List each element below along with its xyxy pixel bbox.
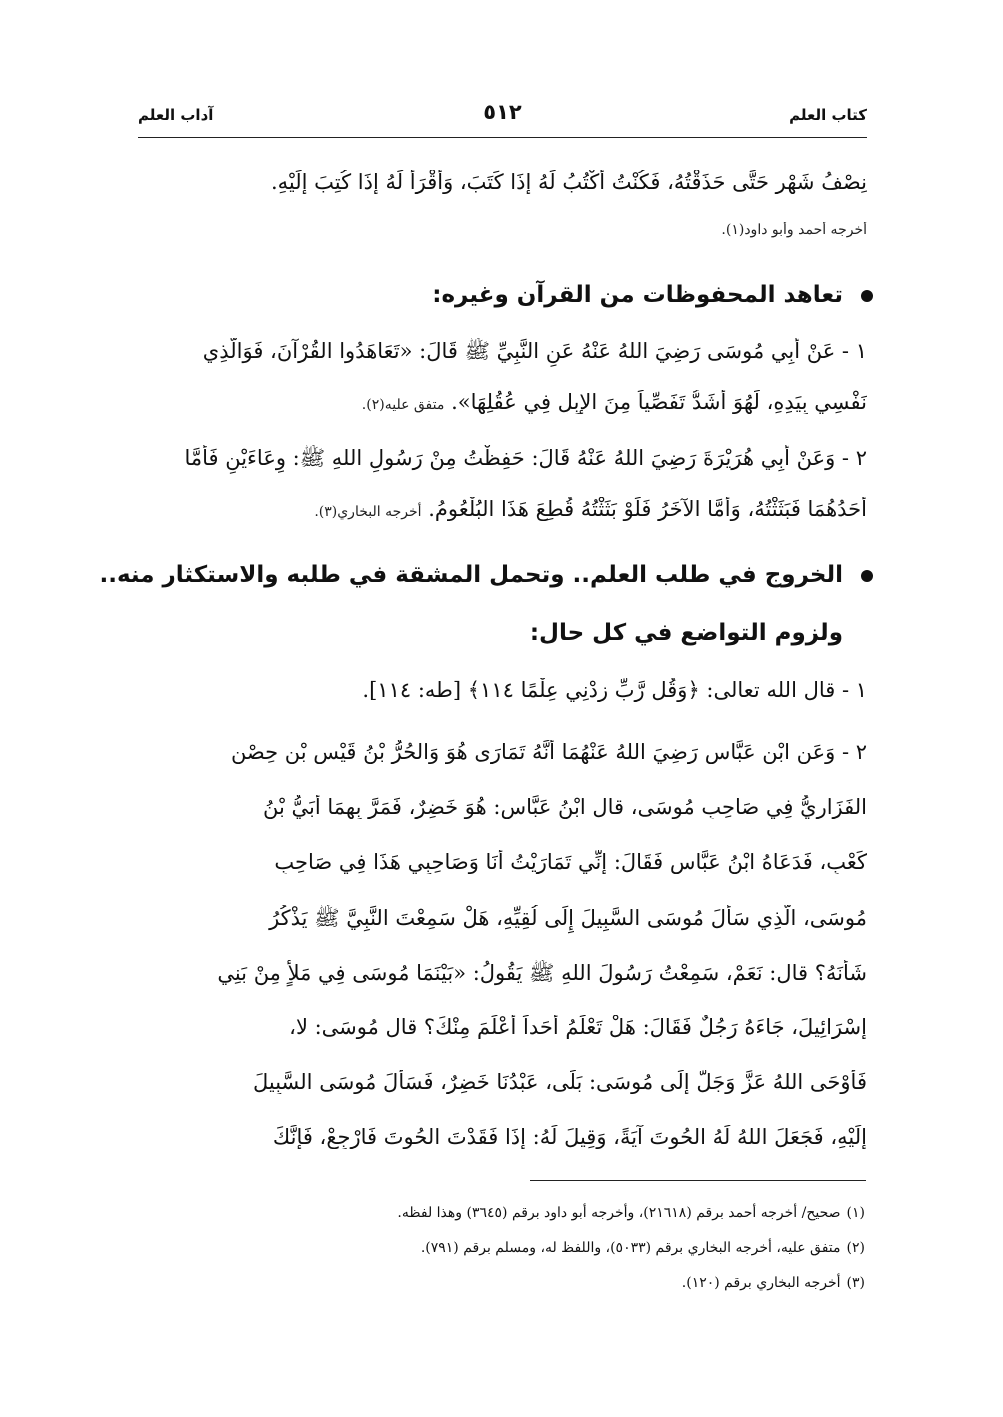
section-heading-2-line-2: ولزوم التواضع في كل حال: — [529, 620, 843, 646]
bullet-icon — [861, 290, 873, 302]
footnote-number: (٢) — [846, 1240, 865, 1256]
hadith-3-line: إِلَيْهِ، فَجَعَلَ اللهُ لَهُ الحُوتَ آيَةً، وَقِيلَ لَهُ: إِذَا فَقَدْتَ الحُوتَ فَارْجِعْ، فَإِنَّكَ — [272, 1125, 867, 1149]
page-number: ٥١٢ — [483, 100, 522, 124]
hadith-3-line: فَأَوْحَى اللهُ عَزَّ وَجَلَّ إِلَى مُوسَى: بَلَى، عَبْدُنَا خَضِرٌ، فَسَأَلَ مُوسَى السَّبِيلَ — [252, 1070, 867, 1094]
hadith-1-line-1: ١ - عَنْ أَبِي مُوسَى رَضِيَ اللهُ عَنْهُ عَنِ النَّبِيِّ ﷺ قَالَ: «تَعَاهَدُوا القُرْآنَ، فَوَالَّذِي — [202, 339, 867, 363]
footnote-rule — [530, 1180, 866, 1181]
hadith-2-ref: أخرجه البخاري(٣). — [314, 504, 422, 520]
section-heading-2-line-1: الخروج في طلب العلم.. وتحمل المشقة في طلبه والاستكثار منه.. — [99, 562, 843, 588]
footnote-1 — [160, 1205, 865, 1221]
hadith-1-ref: متفق عليه(٢). — [361, 397, 445, 413]
hadith-2-line-1: ٢ - وَعَنْ أَبِي هُرَيْرَةَ رَضِيَ اللهُ عَنْهُ قَالَ: حَفِظْتُ مِنْ رَسُولِ اللهِ ﷺ: وِعَاءَيْنِ فَأَمَّا — [184, 446, 867, 470]
hadith-3-line: شَأْنَهُ؟ قال: نَعَمْ، سَمِعْتُ رَسُولَ اللهِ ﷺ يَقُولُ: «بَيْنَمَا مُوسَى فِي مَلأٍ مِنْ بَنِي — [217, 961, 867, 985]
hadith-1-text: نَفْسِي بِيَدِهِ، لَهُوَ أَشَدُّ تَفَصِّياً مِنَ الإِبِلِ فِي عُقُلِهَا». — [451, 390, 867, 414]
hadith-3-line: ٢ - وَعَنِ ابْنِ عَبَّاسٍ رَضِيَ اللهُ عَنْهُمَا أَنَّهُ تَمَارَى هُوَ وَالحُرُّ بْنُ قَيْسِ بْنِ حِصْنٍ — [230, 740, 867, 764]
footnote-text: صحيح/ أخرجه أحمد برقم (٢١٦١٨)، وأخرجه أبو داود برقم (٣٦٤٥) وهذا لفظه. — [397, 1205, 841, 1221]
hadith-3-line: إِسْرَائِيلَ، جَاءَهُ رَجُلٌ فَقَالَ: هَلْ تَعْلَمُ أَحَداً أَعْلَمَ مِنْكَ؟ قال مُوسَى: لا، — [289, 1015, 867, 1039]
hadith-2-text: أَحَدُهُمَا فَبَثَثْتُهُ، وَأَمَّا الآخَرُ فَلَوْ بَثَثْتُهُ قُطِعَ هَذَا البُلْعُومُ. — [428, 497, 867, 521]
header-rule — [138, 137, 867, 138]
intro-line: نِصْفُ شَهْرٍ حَتَّى حَذَقْتُهُ، فَكُنْتُ أَكْتُبُ لَهُ إِذَا كَتَبَ، وَأَقْرَأُ لَهُ إِذَا كُتِبَ إِلَيْهِ. — [270, 170, 867, 194]
hadith-3-line: كَعْبٍ، فَدَعَاهُ ابْنُ عَبَّاسٍ فَقَالَ: إِنِّي تَمَارَيْتُ أَنَا وَصَاحِبِي هَذَا فِي صَاحِبِ — [274, 850, 867, 874]
running-header — [138, 100, 867, 132]
hadith-3-line: الفَزَارِيُّ فِي صَاحِبِ مُوسَى، قال ابْنُ عَبَّاسٍ: هُوَ خَضِرٌ، فَمَرَّ بِهِمَا أُبَيُّ بْنُ — [263, 795, 867, 819]
quran-verse: ١ - قال الله تعالى: ﴿وَقُل رَّبِّ زِدْنِي عِلْمًا ١١٤﴾ [طه: ١١٤]. — [362, 678, 867, 702]
intro-ref: أخرجه أحمد وأبو داود(١). — [721, 222, 867, 238]
footnote-text: متفق عليه، أخرجه البخاري برقم (٥٠٣٣)، واللفظ له، ومسلم برقم (٧٩١). — [420, 1240, 841, 1256]
hadith-3-line: مُوسَى، الَّذِي سَأَلَ مُوسَى السَّبِيلَ إِلَى لُقِيِّهِ، هَلْ سَمِعْتَ النَّبِيَّ ﷺ يَذْكُرُ — [269, 906, 867, 930]
hadith-1-line-2 — [138, 390, 867, 414]
hadith-2-line-2 — [138, 497, 867, 521]
bullet-icon — [861, 570, 873, 582]
chapter-title: آداب العلم — [138, 106, 214, 124]
section-heading-2 — [99, 562, 873, 588]
section-heading-1-text: تعاهد المحفوظات من القرآن وغيره: — [432, 282, 843, 308]
section-heading-1 — [432, 282, 873, 308]
footnote-number: (١) — [846, 1205, 865, 1221]
book-title: كتاب العلم — [789, 106, 867, 124]
footnote-3 — [160, 1275, 865, 1291]
footnote-number: (٣) — [846, 1275, 865, 1291]
footnote-text: أخرجه البخاري برقم (١٢٠). — [681, 1275, 841, 1291]
footnote-2 — [160, 1240, 865, 1256]
